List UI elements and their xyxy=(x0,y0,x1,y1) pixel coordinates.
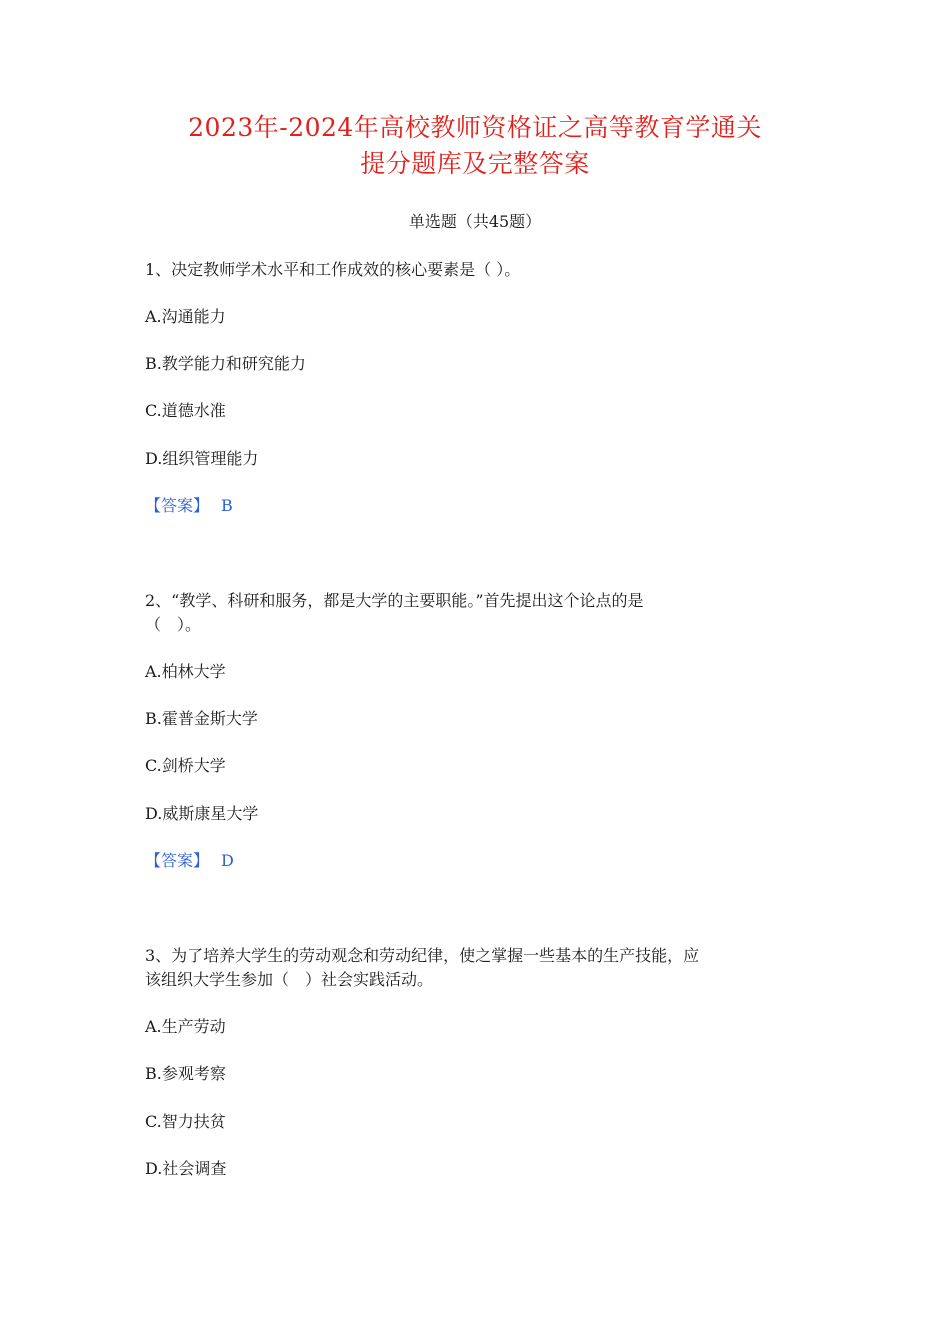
section-heading: 单选题（共45题） xyxy=(408,212,542,231)
question-1-option-d: D.组织管理能力 xyxy=(145,449,259,468)
answer-value: B xyxy=(221,496,233,515)
document-title-line-1: 2023年-2024年高校教师资格证之高等教育学通关 xyxy=(188,113,762,142)
question-3-option-b: B.参观考察 xyxy=(145,1064,226,1083)
question-2-option-c: C.剑桥大学 xyxy=(145,756,226,775)
question-3-stem: 3、为了培养大学生的劳动观念和劳动纪律，使之掌握一些基本的生产技能，应 xyxy=(145,946,700,965)
answer-value: D xyxy=(221,851,234,870)
document-title-line-2: 提分题库及完整答案 xyxy=(360,149,590,178)
question-1-option-c: C.道德水准 xyxy=(145,401,226,420)
question-2-stem-continued: （ ）。 xyxy=(145,615,202,634)
question-3-stem-continued: 该组织大学生参加（ ）社会实践活动。 xyxy=(145,970,434,989)
question-1-option-a: A.沟通能力 xyxy=(145,307,226,326)
question-2-option-a: A.柏林大学 xyxy=(145,662,226,681)
question-2-stem: 2、“教学、科研和服务，都是大学的主要职能。”首先提出这个论点的是 xyxy=(145,591,644,610)
question-1-stem: 1、决定教师学术水平和工作成效的核心要素是（ ）。 xyxy=(145,260,521,279)
question-2-option-b: B.霍普金斯大学 xyxy=(145,709,258,728)
question-1-answer xyxy=(145,495,233,517)
question-3-option-d: D.社会调查 xyxy=(145,1159,227,1178)
question-3-option-c: C.智力扶贫 xyxy=(145,1112,226,1131)
question-1-option-b: B.教学能力和研究能力 xyxy=(145,354,306,373)
question-2-option-d: D.威斯康星大学 xyxy=(145,804,259,823)
answer-label: 【答案】 xyxy=(145,851,210,870)
question-3-option-a: A.生产劳动 xyxy=(145,1017,226,1036)
answer-label: 【答案】 xyxy=(145,496,210,515)
question-2-answer xyxy=(145,850,234,872)
